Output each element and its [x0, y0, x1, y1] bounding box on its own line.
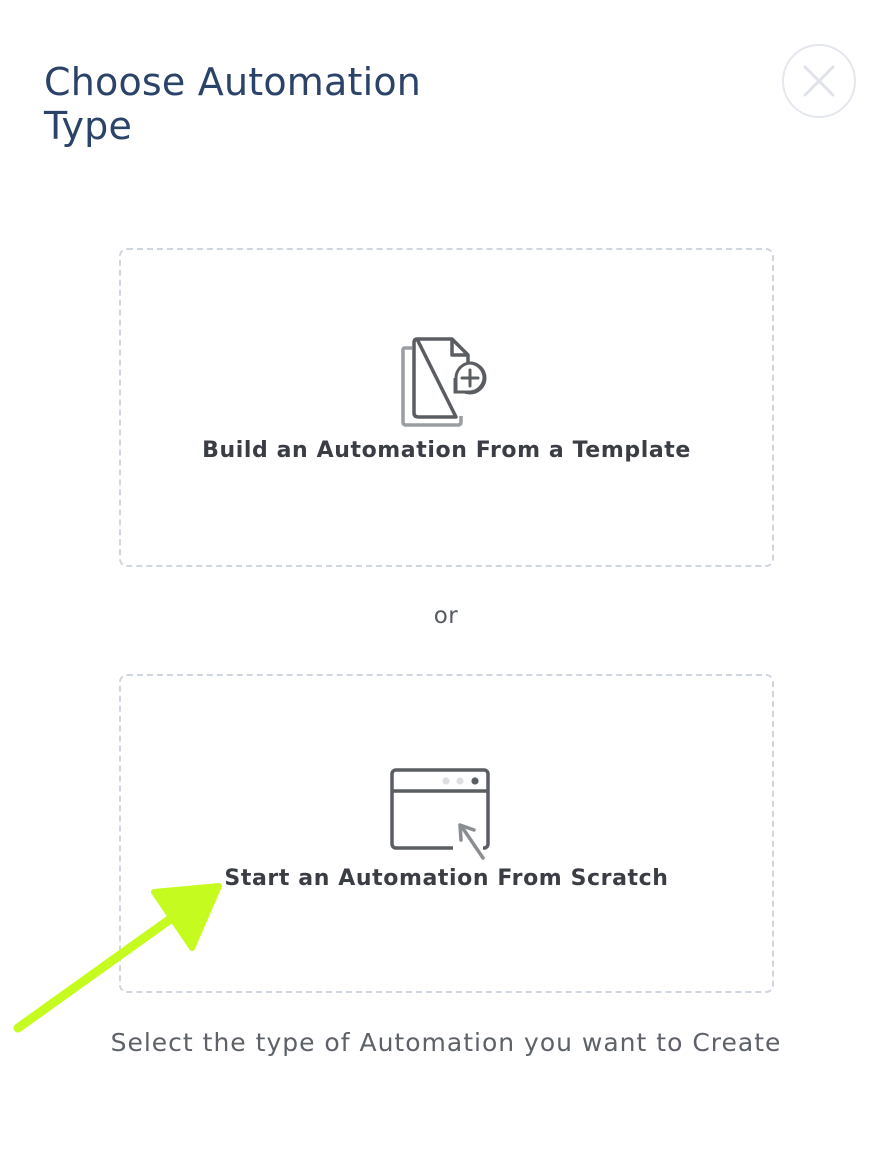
browser-window-cursor-icon: [389, 766, 493, 862]
modal-title: Choose Automation Type: [44, 60, 422, 148]
scratch-option-card[interactable]: [119, 674, 774, 993]
document-add-icon: [400, 336, 490, 428]
helper-text: Select the type of Automation you want to Create: [110, 1028, 782, 1057]
or-separator: or: [433, 603, 459, 629]
template-option-card[interactable]: [119, 248, 774, 567]
scratch-option-label: Start an Automation From Scratch: [224, 866, 669, 891]
template-option-label: Build an Automation From a Template: [202, 438, 691, 463]
close-icon: [802, 64, 836, 98]
close-button[interactable]: [782, 44, 856, 118]
